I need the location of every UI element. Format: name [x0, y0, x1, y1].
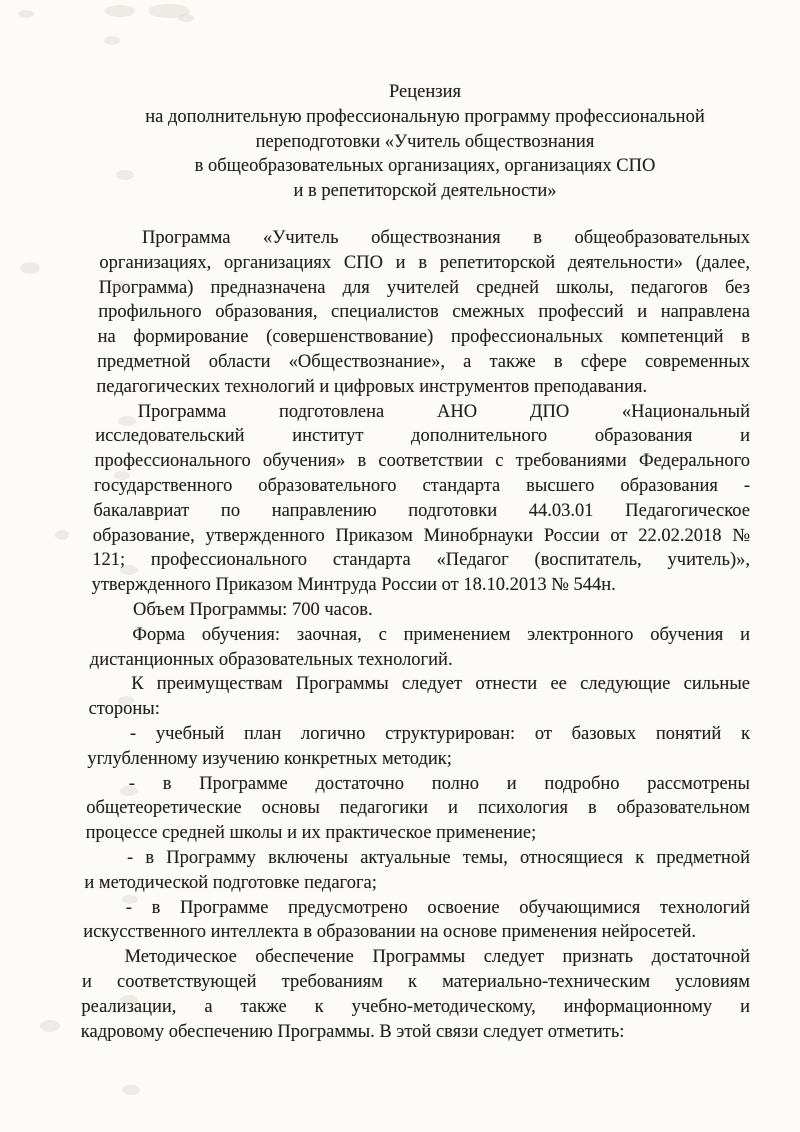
document-body: [60, 226, 750, 1044]
text-line: углубленному изучению конкретных методик;: [87, 748, 452, 769]
text-line: общетеоретические основы педагогики и психология в образовательном: [86, 798, 750, 819]
text-line: К преимуществам Программы следует отнести ее следующие сильные: [131, 674, 750, 695]
scan-smudge: [104, 36, 120, 45]
scan-smudge: [20, 262, 40, 274]
paragraph: [60, 772, 750, 846]
text-line: дистанционных образовательных технологий.: [89, 649, 453, 670]
text-line: образование, утвержденного Приказом Минобрнауки России от 22.02.2018 №: [92, 525, 750, 546]
text-line: и соответствующей требованиям к материально-техническим условиям: [82, 971, 750, 992]
title-line: переподготовки «Учитель обществознания: [255, 131, 595, 152]
text-line: - в Программе достаточно полно и подробно рассмотрены: [128, 773, 750, 794]
text-line: на формирование (совершенствование) профессиональных компетенций в: [97, 327, 750, 348]
title-line: в общеобразовательных организациях, организациях СПО: [194, 156, 656, 177]
text-line: бакалавриат по направлению подготовки 44.03.01 Педагогическое: [93, 500, 750, 521]
text-line: утвержденного Приказом Минтруда России от 18.10.2013 № 544н.: [91, 575, 616, 596]
scan-smudge: [122, 1085, 140, 1095]
text-line: предметной области «Обществознание», а также в сфере современных: [97, 351, 750, 372]
text-line: Программа подготовлена АНО ДПО «Национальный: [137, 401, 750, 422]
paragraph: [60, 226, 750, 400]
paragraph: [60, 722, 750, 772]
review-title: [100, 80, 750, 204]
paragraph: [60, 846, 750, 896]
title-line: Рецензия: [389, 82, 461, 102]
scan-smudge: [40, 1020, 60, 1032]
paragraph: [60, 945, 750, 1044]
text-line: Форма обучения: заочная, с применением электронного обучения и: [132, 624, 750, 645]
text-line: - в Программу включены актуальные темы, относящиеся к предметной: [127, 847, 750, 868]
text-line: организациях, организациях СПО и в репетиторской деятельности» (далее,: [99, 252, 750, 273]
text-line: государственного образовательного стандарта высшего образования -: [94, 475, 750, 496]
text-line: и методической подготовке педагога;: [84, 872, 377, 893]
text-line: стороны:: [88, 699, 160, 720]
text-line: профильного образования, специалистов смежных профессий и направлена: [98, 302, 750, 323]
paragraph: [60, 400, 750, 598]
text-line: - в Программе предусмотрено освоение обучающимися технологий: [125, 897, 750, 918]
text-line: Объем Программы: 700 часов.: [133, 599, 373, 620]
text-line: педагогических технологий и цифровых инструментов преподавания.: [96, 376, 648, 397]
title-line: и в репетиторской деятельности»: [293, 181, 557, 202]
paragraph: [60, 623, 750, 673]
paragraph: [60, 672, 750, 722]
text-line: - учебный план логично структурирован: от базовых понятий к: [130, 723, 750, 744]
text-line: 121; профессионального стандарта «Педагог (воспитатель, учитель)»,: [92, 550, 750, 571]
scan-smudge: [105, 5, 135, 17]
text-line: исследовательский институт дополнительного образования и: [95, 426, 750, 447]
paragraph: [60, 896, 750, 946]
text-line: кадровому обеспечению Программы. В этой связи следует отметить:: [80, 1021, 625, 1042]
text-line: Программа) предназначена для учителей средней школы, педагогов без: [98, 277, 750, 298]
scan-smudge: [178, 14, 194, 22]
text-line: Методическое обеспечение Программы следует признать достаточной: [124, 947, 750, 968]
paragraph: [60, 598, 750, 623]
text-line: реализации, а также к учебно-методическому, информационному и: [81, 996, 750, 1017]
scan-smudge: [148, 4, 190, 18]
scan-smudge: [18, 10, 34, 18]
text-line: профессионального обучения» в соответствии с требованиями Федерального: [94, 451, 750, 472]
text-line: искусственного интеллекта в образовании на основе применения нейросетей.: [83, 922, 697, 943]
text-line: Программа «Учитель обществознания в общеобразовательных: [142, 228, 750, 248]
text-line: процессе средней школы и их практическое применение;: [85, 823, 537, 844]
title-line: на дополнительную профессиональную программу профессиональной: [145, 106, 705, 127]
